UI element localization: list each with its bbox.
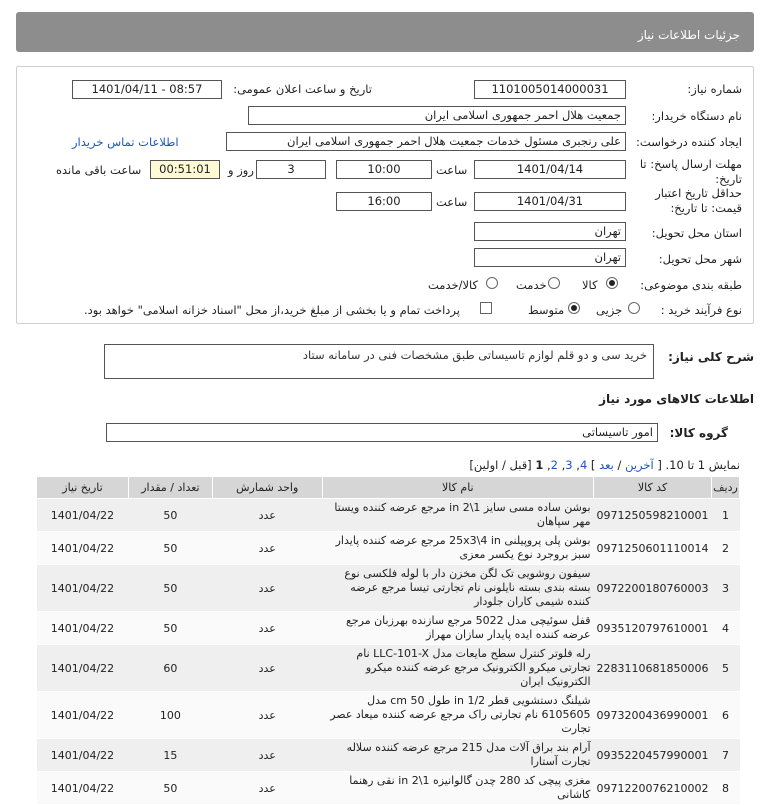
delivery-province-label: استان محل تحویل: (651, 226, 742, 240)
need-number-label: شماره نیاز: (687, 82, 742, 96)
item-need-date: 1401/04/22 (37, 499, 129, 532)
item-need-date: 1401/04/22 (37, 692, 129, 739)
goods-table (36, 476, 740, 805)
process-radio-medium[interactable] (568, 302, 580, 314)
item-name: قفل سوئیچی مدل 5022 مرجع سازنده بهرزبان مرجع عرضه کننده ایده پایدار سازان مهراز (322, 612, 593, 645)
pager-current-page: 1 (535, 458, 544, 472)
item-code: 2283110681850006 (594, 645, 712, 692)
requester-field: علی رنجبری مسئول خدمات جمعیت هلال احمر جمهوری اسلامی ایران (226, 132, 626, 151)
item-need-date: 1401/04/22 (37, 739, 129, 772)
goods-group-field: امور تاسیساتی (106, 423, 658, 442)
item-qty: 60 (128, 645, 212, 692)
announce-date-label: تاریخ و ساعت اعلان عمومی: (233, 82, 372, 96)
pager-next-link[interactable]: بعد (599, 458, 614, 472)
item-qty: 50 (128, 499, 212, 532)
pager-showing: نمایش 1 تا 10. (665, 458, 740, 472)
col-qty: تعداد / مقدار (128, 477, 212, 499)
item-name: بوشن پلی پروپیلنی 25x3\4 in مرجع عرضه کننده پایدار سبز بروجرد نوع یکسر معزی (322, 532, 593, 565)
buyer-org-label: نام دستگاه خریدار: (651, 109, 742, 123)
item-qty: 50 (128, 612, 212, 645)
reply-deadline-time: 10:00 (336, 160, 432, 179)
item-qty: 50 (128, 565, 212, 612)
col-name: نام کالا (322, 477, 593, 499)
row-number: 6 (712, 692, 740, 739)
item-code: 0971250601110014 (594, 532, 712, 565)
item-code: 0971250598210001 (594, 499, 712, 532)
item-name: رله فلوتر کنترل سطح مایعات مدل LLC-101-X نام تجارتی میکرو الکترونیک مرجع عرضه کننده میکرو الکترونیک ایران (322, 645, 593, 692)
delivery-city-field: تهران (474, 248, 626, 267)
item-qty: 50 (128, 772, 212, 805)
item-code: 0973200436990001 (594, 692, 712, 739)
col-code: کد کالا (594, 477, 712, 499)
process-option-minor: جزیی (596, 303, 623, 317)
table-row (37, 532, 740, 565)
category-radio-goods[interactable] (606, 277, 618, 289)
col-row: ردیف (712, 477, 740, 499)
price-validity-date: 1401/04/31 (474, 192, 626, 211)
reply-deadline-date: 1401/04/14 (474, 160, 626, 179)
item-unit: عدد (212, 645, 322, 692)
row-number: 3 (712, 565, 740, 612)
days-field: 3 (256, 160, 326, 179)
row-number: 8 (712, 772, 740, 805)
days-label: روز و (228, 163, 254, 177)
row-number: 1 (712, 499, 740, 532)
item-unit: عدد (212, 612, 322, 645)
process-type-label: نوع فرآیند خرید : (660, 303, 742, 317)
item-name: آرام بند براق آلات مدل 215 مرجع عرضه کننده سلاله تجارت آستارا (322, 739, 593, 772)
buyer-contact-link[interactable]: اطلاعات تماس خریدار (72, 135, 179, 149)
item-need-date: 1401/04/22 (37, 565, 129, 612)
item-name: سیفون روشویی تک لگن مخزن دار با لوله فلکسی نوع بسته بندی بسته نایلونی نام تجارتی تیسا مرجع عرضه کننده شیمی کاران جلودار (322, 565, 593, 612)
item-unit: عدد (212, 499, 322, 532)
item-need-date: 1401/04/22 (37, 612, 129, 645)
need-number-field: 1101005014000031 (474, 80, 626, 99)
category-label: طبقه بندی موضوعی: (640, 278, 742, 292)
item-unit: عدد (212, 692, 322, 739)
item-code: 0972200180760003 (594, 565, 712, 612)
item-unit: عدد (212, 772, 322, 805)
goods-group-label: گروه کالا: (669, 426, 728, 440)
item-name: شیلنگ دستشویی قطر in 1/2 طول cm 50 مدل 6105605 نام تجارتی راک مرجع عرضه کننده میعاد عصر تجارت (322, 692, 593, 739)
table-row (37, 645, 740, 692)
row-number: 5 (712, 645, 740, 692)
item-unit: عدد (212, 565, 322, 612)
pager: نمایش 1 تا 10. [ آخرین / بعد ] 4, 3, 2, 1 [قبل / اولین] (469, 458, 740, 472)
item-code: 0935220457990001 (594, 739, 712, 772)
page-header (16, 12, 754, 52)
pager-page-4[interactable]: 4 (579, 458, 588, 472)
table-row (37, 739, 740, 772)
table-row (37, 612, 740, 645)
item-code: 0971220076210002 (594, 772, 712, 805)
price-validity-time-label: ساعت (436, 195, 468, 209)
remaining-time-label: ساعت باقی مانده (56, 163, 142, 177)
item-qty: 100 (128, 692, 212, 739)
pager-last-link[interactable]: آخرین (625, 458, 654, 472)
pager-prev-first: [قبل / اولین] (469, 458, 532, 472)
treasury-payment-note: پرداخت تمام و یا بخشی از مبلغ خرید،از محل "اسناد خزانه اسلامی" خواهد بود. (84, 303, 460, 317)
remaining-time-field: 00:51:01 (150, 160, 220, 179)
treasury-payment-checkbox[interactable] (480, 302, 492, 314)
item-need-date: 1401/04/22 (37, 645, 129, 692)
item-need-date: 1401/04/22 (37, 532, 129, 565)
category-radio-both[interactable] (486, 277, 498, 289)
table-header-row (37, 477, 740, 499)
item-unit: عدد (212, 739, 322, 772)
table-row (37, 565, 740, 612)
table-row (37, 499, 740, 532)
item-code: 0935120797610001 (594, 612, 712, 645)
item-need-date: 1401/04/22 (37, 772, 129, 805)
row-number: 4 (712, 612, 740, 645)
row-number: 7 (712, 739, 740, 772)
item-name: مغزی پیچی کد 280 چدن گالوانیزه in 2\1 نقی رهنما کاشانی (322, 772, 593, 805)
pager-page-2[interactable]: 2 (550, 458, 558, 472)
category-option-both: کالا/خدمت (428, 278, 479, 292)
buyer-org-field: جمعیت هلال احمر جمهوری اسلامی ایران (248, 106, 626, 125)
item-qty: 15 (128, 739, 212, 772)
col-unit: واحد شمارش (212, 477, 322, 499)
page-title: جزئیات اطلاعات نیاز (637, 28, 740, 42)
process-radio-minor[interactable] (628, 302, 640, 314)
pager-page-3[interactable]: 3 (565, 458, 573, 472)
item-unit: عدد (212, 532, 322, 565)
delivery-province-field: تهران (474, 222, 626, 241)
col-date: تاریخ نیاز (37, 477, 129, 499)
price-validity-time: 16:00 (336, 192, 432, 211)
goods-info-title: اطلاعات کالاهای مورد نیاز (599, 392, 754, 406)
reply-deadline-label: مهلت ارسال پاسخ: تا تاریخ: (639, 157, 742, 186)
delivery-city-label: شهر محل تحویل: (658, 252, 742, 266)
category-radio-service[interactable] (548, 277, 560, 289)
table-row (37, 772, 740, 805)
row-number: 2 (712, 532, 740, 565)
item-name: بوشن ساده مسی سایز in 2\1 مرجع عرضه کننده ویستا مهر سپاهان (322, 499, 593, 532)
item-qty: 50 (128, 532, 212, 565)
description-label: شرح کلی نیاز: (668, 350, 754, 364)
description-field: خرید سی و دو قلم لوازم تاسیساتی طبق مشخصات فنی در سامانه ستاد (104, 344, 654, 379)
category-option-goods: کالا (582, 278, 598, 292)
requester-label: ایجاد کننده درخواست: (636, 135, 742, 149)
table-row (37, 692, 740, 739)
announce-date-field: 1401/04/11 - 08:57 (72, 80, 222, 99)
process-option-medium: متوسط (528, 303, 565, 317)
reply-time-label: ساعت (436, 163, 468, 177)
price-validity-label: حداقل تاریخ اعتبار قیمت: تا تاریخ: (655, 186, 742, 215)
category-option-service: خدمت (516, 278, 547, 292)
